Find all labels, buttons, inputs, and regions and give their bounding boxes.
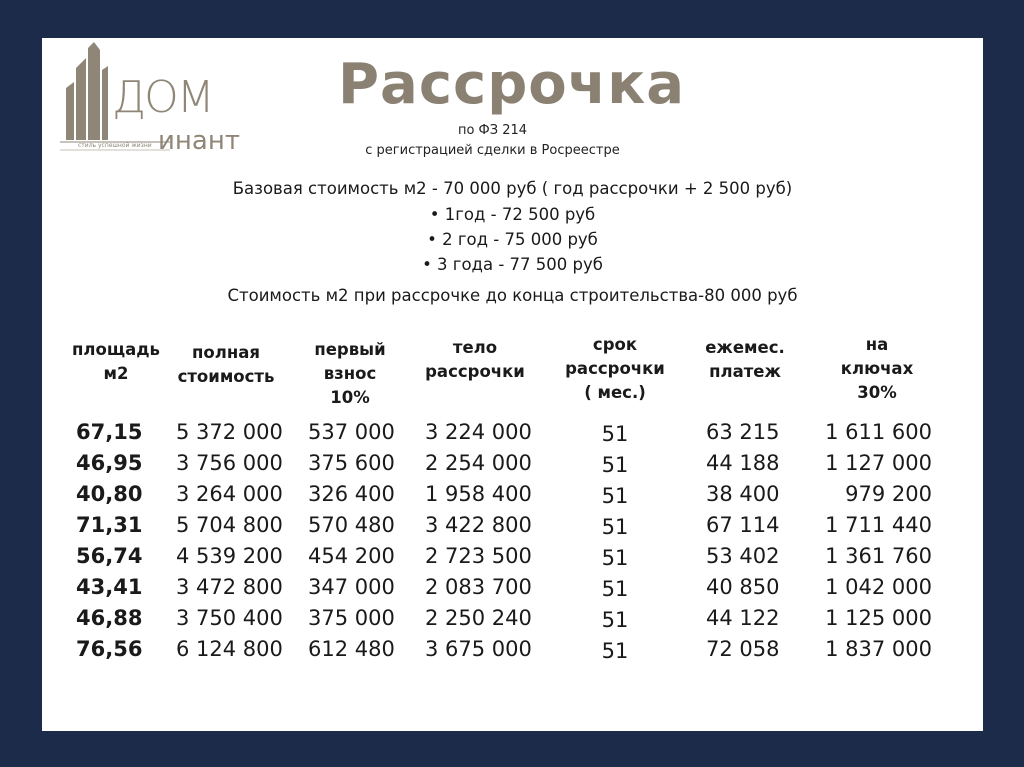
- price-full-term: Стоимость м2 при рассрочке до конца строительства-80 000 руб: [227, 286, 798, 305]
- logo-brand-top: ДОМ: [112, 72, 213, 123]
- header-installment-body: тело рассрочки: [425, 338, 525, 381]
- price-2-year: • 2 год - 75 000 руб: [427, 230, 598, 249]
- price-sheet: ДОМ инант стиль успешной жизни Рассрочка по ФЗ 214 с регистрацией сделки в Росреестре Базовая стоимость м2 - 70 000 руб ( год рассрочки + 2 500 руб) • 1год - 72 500 руб • 2 год - 75 000 руб • 3 года - 77 500 руб Стоимость м2 при рассрочке до конца строительства-80 000 руб площадь м2 полная стоимость первый взнос 10% тело рассрочки срок рассрочки ( мес.) ежемес. платеж на ключах 30% 67,15 5 372 000 537 000 3 224 000 51 63 215 1 611 600 46,95 3 756 000 375 600 2 254 000 51 44 188 1 127 000 40,80 3 264 000 326 400 1 958 400 51 38 400 979 200 71,31 5 704 800 570 480 3 422 800 51 67 114 1 711 440 56,74 4 539 200 454 200 2 723 500 51 53 402 1 361 760 43,41 3 472 800 347 000 2 083 700 51 40 850 1 042 000 46,88 3 750 400 375 000 2 250 240 51 44 122 1 125 000 76,56 6 124 800 612 480 3 675 000 51 72 058 1 837 000: [42, 38, 983, 731]
- price-1-year: • 1год - 72 500 руб: [429, 205, 596, 224]
- subtitle-law: по ФЗ 214: [457, 123, 528, 138]
- price-3-year: • 3 года - 77 500 руб: [422, 255, 603, 274]
- header-monthly: ежемес. платеж: [705, 338, 785, 381]
- base-price-line: Базовая стоимость м2 - 70 000 руб ( год рассрочки + 2 500 руб): [232, 179, 793, 198]
- header-term: срок рассрочки ( мес.): [565, 335, 665, 402]
- header-total: полная стоимость: [177, 343, 275, 386]
- subtitle-registration: с регистрацией сделки в Росреестре: [365, 143, 620, 158]
- header-on-keys: на ключах 30%: [840, 335, 914, 402]
- logo-brand-bottom: инант: [158, 126, 240, 156]
- header-first-payment: первый взнос 10%: [314, 340, 386, 407]
- header-area: площадь м2: [72, 340, 160, 383]
- company-logo: [60, 40, 250, 158]
- page-title: Рассрочка: [338, 52, 686, 117]
- logo-tagline: стиль успешной жизни: [78, 142, 152, 149]
